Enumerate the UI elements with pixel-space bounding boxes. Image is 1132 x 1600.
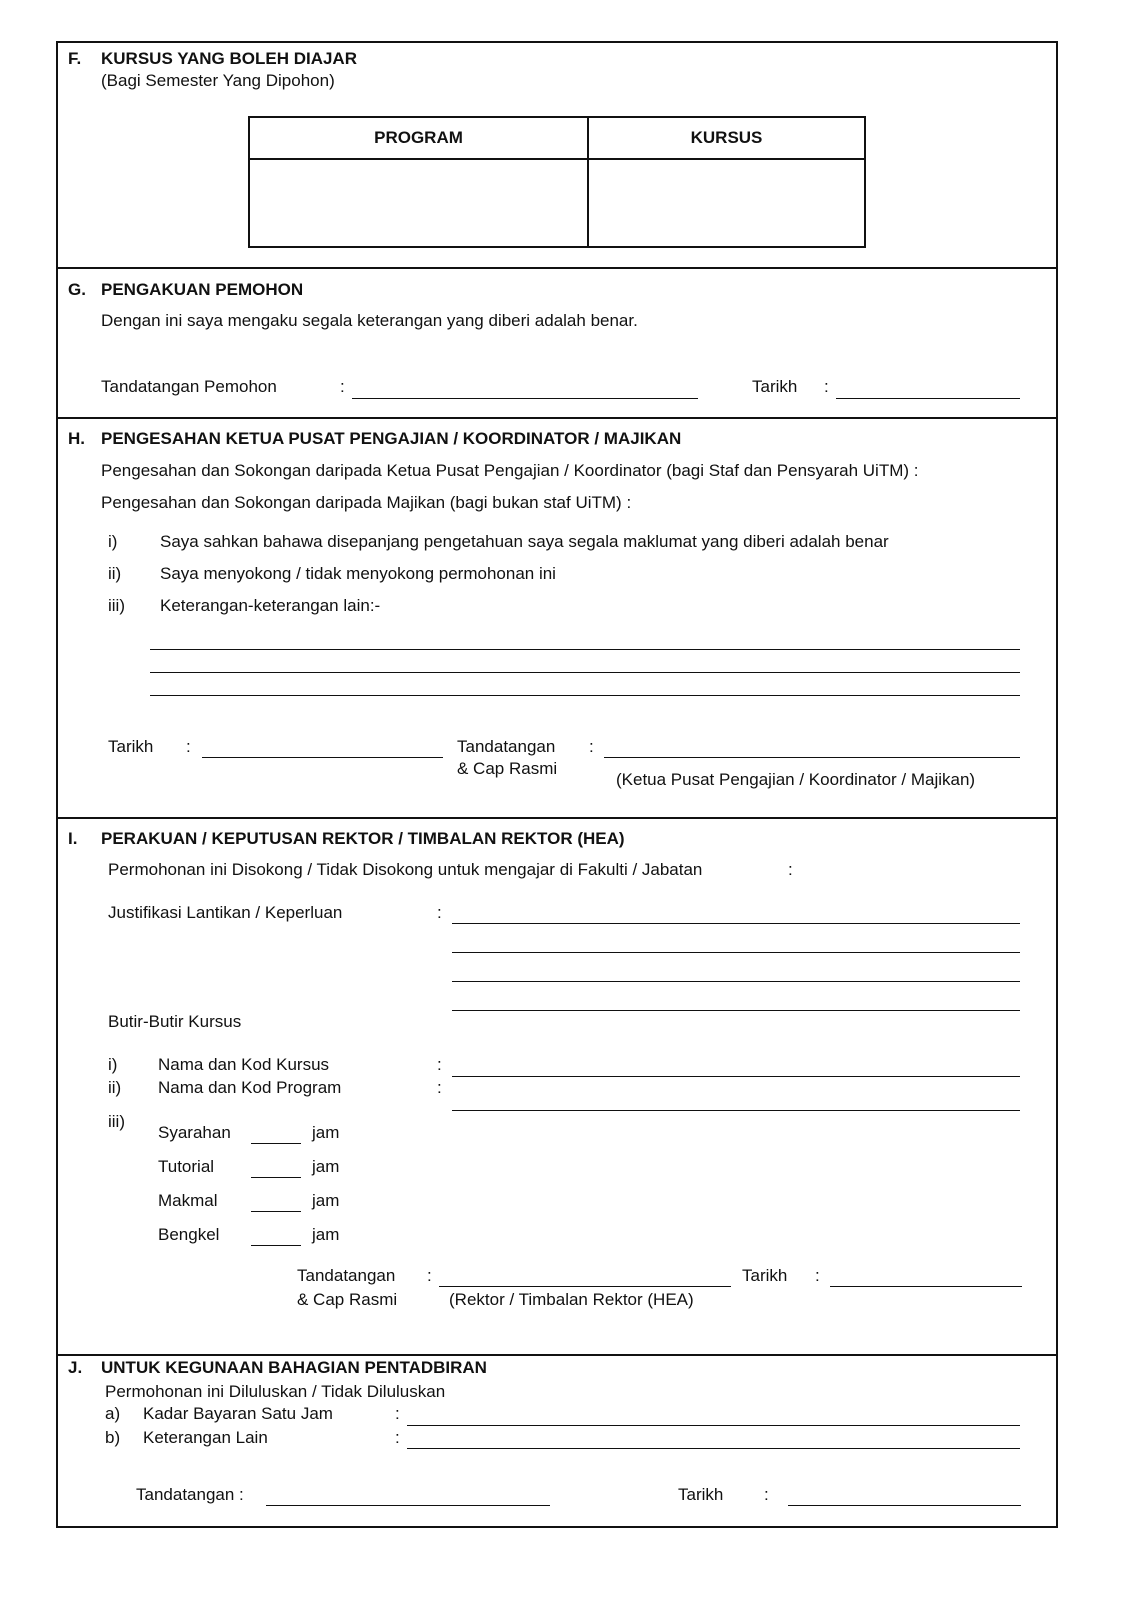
colon: :: [437, 1055, 442, 1074]
support-line: Permohonan ini Disokong / Tidak Disokong untuk mengajar di Fakulti / Jabatan: [108, 860, 703, 879]
item-text: Saya menyokong / tidak menyokong permohonan ini: [160, 564, 556, 583]
item-text: Keterangan Lain: [143, 1428, 268, 1447]
course-name-code-field[interactable]: [452, 1076, 1020, 1077]
date-label: Tarikh: [678, 1485, 724, 1504]
hours-unit: jam: [312, 1225, 340, 1244]
section-title: UNTUK KEGUNAAN BAHAGIAN PENTADBIRAN: [101, 1358, 487, 1377]
applicant-signature-field[interactable]: [352, 398, 698, 399]
remarks-line[interactable]: [150, 649, 1020, 650]
section-letter: J.: [68, 1358, 83, 1377]
tutorial-hours-field[interactable]: [251, 1177, 301, 1178]
remarks-line[interactable]: [150, 695, 1020, 696]
signature-label: Tandatangan: [297, 1266, 396, 1285]
colon: :: [815, 1266, 820, 1285]
signature-field[interactable]: [604, 757, 1020, 758]
justification-label: Justifikasi Lantikan / Keperluan: [108, 903, 343, 922]
colon: :: [340, 377, 345, 396]
stamp-label: & Cap Rasmi: [297, 1290, 398, 1309]
hours-label: Syarahan: [158, 1123, 231, 1142]
item-number: ii): [108, 1078, 122, 1097]
declaration-text: Dengan ini saya mengaku segala keterangan yang diberi adalah benar.: [101, 311, 638, 330]
item-number: i): [108, 1055, 118, 1074]
section-letter: G.: [68, 280, 86, 299]
signature-label: Tandatangan Pemohon: [101, 377, 277, 396]
section-divider: [56, 817, 1058, 819]
justification-line[interactable]: [452, 952, 1020, 953]
item-text: Saya sahkan bahawa disepanjang pengetahuan saya segala maklumat yang diberi adalah benar: [160, 532, 889, 551]
item-number: iii): [108, 596, 125, 615]
rector-date-field[interactable]: [830, 1286, 1022, 1287]
item-text: Nama dan Kod Program: [158, 1078, 342, 1097]
course-details-label: Butir-Butir Kursus: [108, 1012, 242, 1031]
date-label: Tarikh: [752, 377, 798, 396]
remarks-line[interactable]: [150, 672, 1020, 673]
signer-caption: (Ketua Pusat Pengajian / Koordinator / Majikan): [616, 770, 976, 789]
colon: :: [589, 737, 594, 756]
date-label: Tarikh: [108, 737, 154, 756]
colon: :: [788, 860, 793, 879]
section-divider: [56, 417, 1058, 419]
signature-label: Tandatangan: [457, 737, 556, 756]
applicant-date-field[interactable]: [836, 398, 1020, 399]
date-label: Tarikh: [742, 1266, 788, 1285]
section-title: PERAKUAN / KEPUTUSAN REKTOR / TIMBALAN REKTOR (HEA): [101, 829, 625, 848]
colon: :: [427, 1266, 432, 1285]
hours-unit: jam: [312, 1123, 340, 1142]
colon: :: [395, 1428, 400, 1447]
hours-unit: jam: [312, 1157, 340, 1176]
bengkel-hours-field[interactable]: [251, 1245, 301, 1246]
kursus-cell[interactable]: [588, 159, 865, 247]
colon: :: [186, 737, 191, 756]
hours-label: Tutorial: [158, 1157, 215, 1176]
hours-label: Makmal: [158, 1191, 218, 1210]
justification-line[interactable]: [452, 981, 1020, 982]
approval-line: Permohonan ini Diluluskan / Tidak Diluluskan: [105, 1382, 446, 1401]
item-text: Keterangan-keterangan lain:-: [160, 596, 381, 615]
admin-signature-field[interactable]: [266, 1505, 550, 1506]
section-subtitle: (Bagi Semester Yang Dipohon): [101, 71, 335, 90]
item-number: ii): [108, 564, 122, 583]
colon: :: [764, 1485, 769, 1504]
item-text: Kadar Bayaran Satu Jam: [143, 1404, 333, 1423]
column-header-kursus: KURSUS: [588, 117, 865, 159]
hourly-rate-field[interactable]: [407, 1425, 1020, 1426]
makmal-hours-field[interactable]: [251, 1211, 301, 1212]
section-letter: I.: [68, 829, 78, 848]
colon: :: [824, 377, 829, 396]
course-table: [248, 116, 866, 248]
section-title: KURSUS YANG BOLEH DIAJAR: [101, 49, 357, 68]
item-number: a): [105, 1404, 121, 1423]
syarahan-hours-field[interactable]: [251, 1143, 301, 1144]
program-name-code-field[interactable]: [452, 1110, 1020, 1111]
justification-line[interactable]: [452, 923, 1020, 924]
program-cell[interactable]: [249, 159, 588, 247]
endorsement-line-employer: Pengesahan dan Sokongan daripada Majikan (bagi bukan staf UiTM) :: [101, 493, 632, 512]
section-divider: [56, 1354, 1058, 1356]
hours-label: Bengkel: [158, 1225, 220, 1244]
section-letter: H.: [68, 429, 85, 448]
colon: :: [395, 1404, 400, 1423]
endorsement-line-staff: Pengesahan dan Sokongan daripada Ketua Pusat Pengajian / Koordinator (bagi Staf dan Pensyarah UiTM) :: [101, 461, 919, 480]
section-title: PENGESAHAN KETUA PUSAT PENGAJIAN / KOORDINATOR / MAJIKAN: [101, 429, 682, 448]
item-number: b): [105, 1428, 121, 1447]
admin-date-field[interactable]: [788, 1505, 1021, 1506]
signature-label: Tandatangan :: [136, 1485, 244, 1504]
item-number: i): [108, 532, 118, 551]
signer-caption: (Rektor / Timbalan Rektor (HEA): [449, 1290, 694, 1309]
section-letter: F.: [68, 49, 82, 68]
section-divider: [56, 267, 1058, 269]
rector-signature-field[interactable]: [439, 1286, 731, 1287]
colon: :: [437, 903, 442, 922]
item-number: iii): [108, 1112, 125, 1131]
hours-unit: jam: [312, 1191, 340, 1210]
section-title: PENGAKUAN PEMOHON: [101, 280, 304, 299]
colon: :: [437, 1078, 442, 1097]
date-field[interactable]: [202, 757, 443, 758]
item-text: Nama dan Kod Kursus: [158, 1055, 330, 1074]
other-remarks-field[interactable]: [407, 1448, 1020, 1449]
justification-line[interactable]: [452, 1010, 1020, 1011]
stamp-label: & Cap Rasmi: [457, 759, 558, 778]
column-header-program: PROGRAM: [249, 117, 588, 159]
